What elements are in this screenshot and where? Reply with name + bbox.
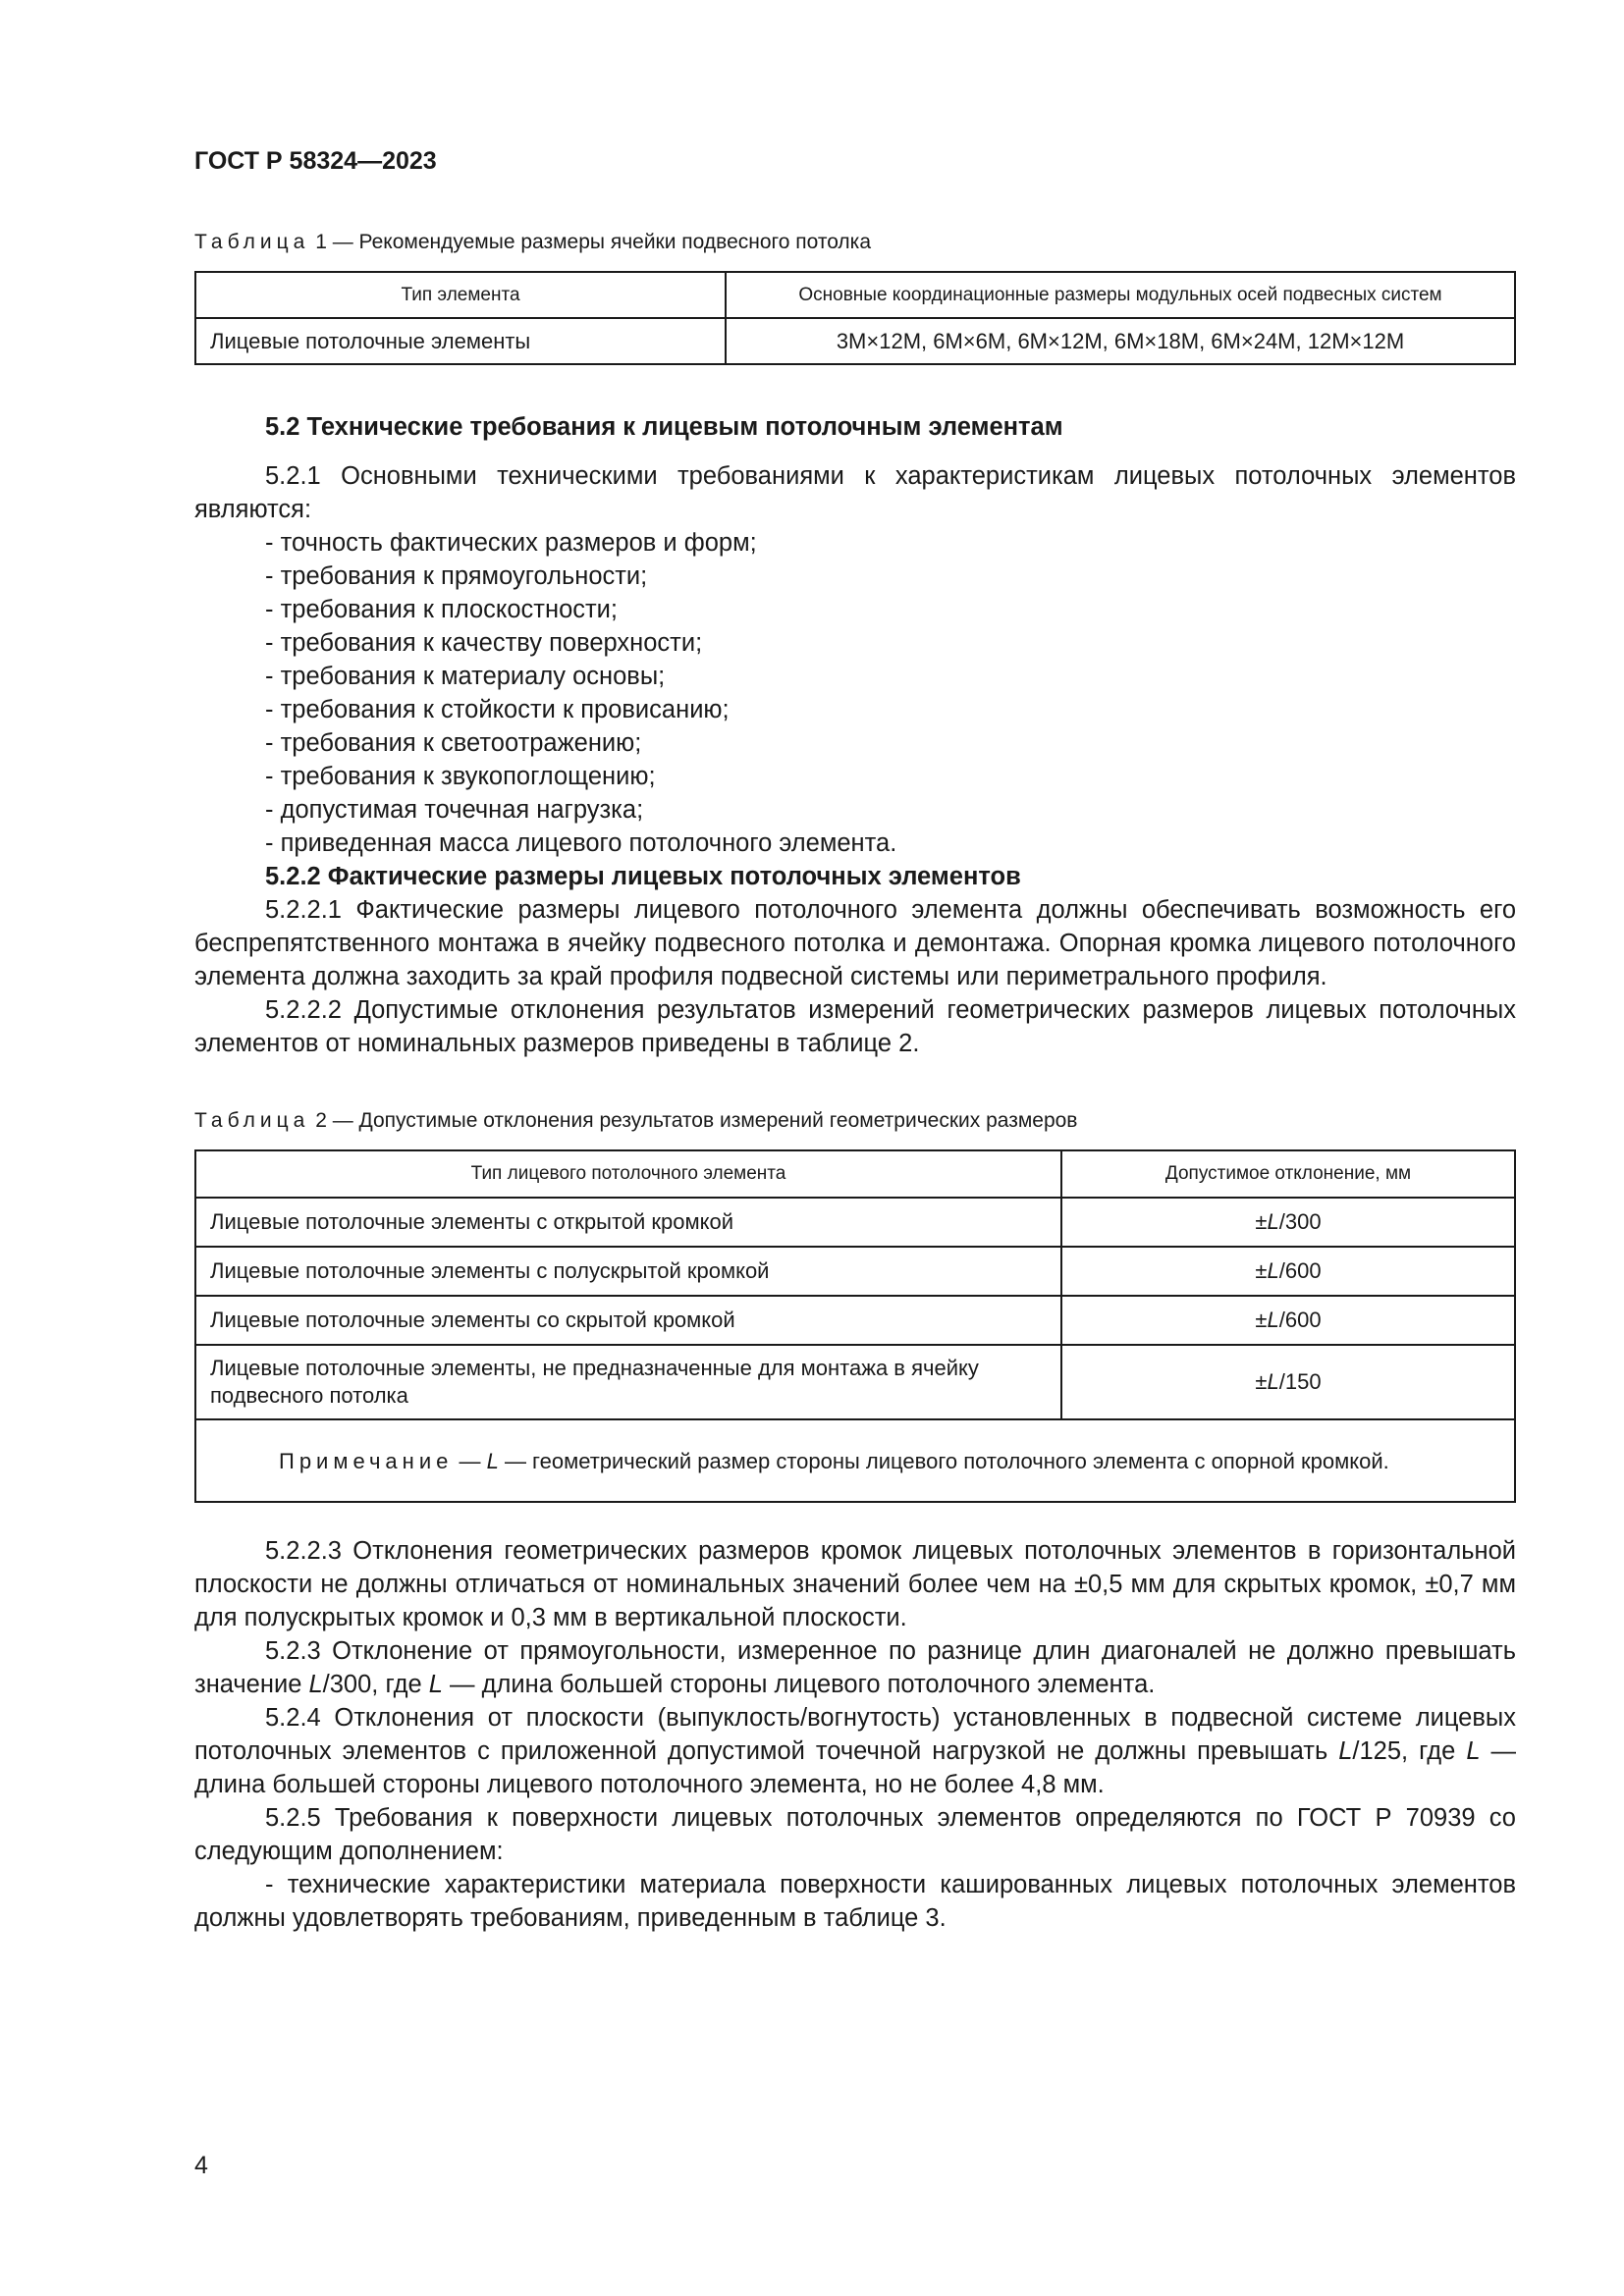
table1-sizes-cell: 3М×12М, 6М×6М, 6М×12М, 6М×18М, 6М×24М, 12М×12М [726, 318, 1515, 364]
divisor: /150 [1278, 1369, 1322, 1394]
section-5-2-2-heading: 5.2.2 Фактические размеры лицевых потолочных элементов [265, 863, 1021, 890]
table2-col1-header: Тип лицевого потолочного элемента [195, 1150, 1061, 1198]
document-id: ГОСТ Р 58324—2023 [194, 147, 437, 175]
page-number: 4 [194, 2152, 208, 2179]
table1-header-row [195, 272, 1515, 318]
table2-type-cell: Лицевые потолочные элементы с полускрытой кромкой [195, 1247, 1061, 1296]
paragraph-5-2-5-item: - технические характеристики материала поверхности кашированных лицевых потолочных элементов должны удовлетворять требованиям, приведенным в таблице 3. [194, 1871, 1516, 1932]
table2-deviation-cell [1061, 1345, 1515, 1419]
section-5-2-heading: 5.2 Технические требования к лицевым потолочным элементам [265, 413, 1063, 441]
plus-minus-sign: ± [1255, 1369, 1268, 1394]
table2-caption-text: 2 — Допустимые отклонения результатов измерений геометрических размеров [315, 1109, 1078, 1132]
section-5-2 [194, 410, 1516, 1060]
table-row [195, 1296, 1515, 1345]
table1-caption [194, 230, 871, 255]
L-symbol: L [1267, 1369, 1279, 1394]
L-symbol: L [1338, 1737, 1353, 1765]
plus-minus-sign: ± [1255, 1258, 1268, 1283]
L-symbol: L [428, 1671, 443, 1698]
paragraph-5-2-3 [194, 1634, 1516, 1701]
list-item: - точность фактических размеров и форм; [265, 529, 757, 557]
text-span: /300, где [322, 1671, 429, 1698]
L-symbol: L [1267, 1258, 1279, 1283]
L-symbol: L [1267, 1308, 1279, 1332]
table1-caption-text: 1 — Рекомендуемые размеры ячейки подвесного потолка [315, 231, 872, 253]
list-item: - требования к светоотражению; [265, 729, 642, 757]
note-text: — геометрический размер стороны лицевого потолочного элемента с опорной кромкой. [498, 1448, 1389, 1473]
note-label: Примечание [279, 1448, 454, 1473]
table1-caption-word: Таблица [194, 231, 310, 253]
table2-deviation-cell [1061, 1296, 1515, 1345]
text-span: 5.2.3 Отклонение от прямоугольности, измеренное по разнице длин диагоналей не должно превышать значение [194, 1637, 1516, 1698]
list-item: - требования к качеству поверхности; [265, 629, 703, 657]
paragraph-5-2-5: 5.2.5 Требования к поверхности лицевых потолочных элементов определяются по ГОСТ Р 70939 со следующим дополнением: [194, 1804, 1516, 1865]
table-row [195, 318, 1515, 364]
L-symbol: L [1267, 1209, 1279, 1234]
table2-type-cell: Лицевые потолочные элементы со скрытой кромкой [195, 1296, 1061, 1345]
table1-col1-header: Тип элемента [195, 272, 726, 318]
table1-type-cell: Лицевые потолочные элементы [195, 318, 726, 364]
paragraph-5-2-4 [194, 1701, 1516, 1801]
table2-deviation-cell [1061, 1247, 1515, 1296]
list-item: - требования к стойкости к провисанию; [265, 696, 730, 723]
list-item: - требования к плоскостности; [265, 596, 619, 623]
table-row [195, 1345, 1515, 1419]
table2-type-cell: Лицевые потолочные элементы с открытой кромкой [195, 1198, 1061, 1247]
table2-type-cell: Лицевые потолочные элементы, не предназначенные для монтажа в ячейку подвесного потолка [195, 1345, 1061, 1419]
plus-minus-sign: ± [1255, 1209, 1268, 1234]
requirements-list [194, 526, 1516, 860]
table2-deviation-cell [1061, 1198, 1515, 1247]
table2-note-row [195, 1419, 1515, 1502]
table2-header-row [195, 1150, 1515, 1198]
table2 [194, 1149, 1516, 1503]
list-item: - приведенная масса лицевого потолочного элемента. [265, 829, 897, 857]
text-span: — длина большей стороны лицевого потолочного элемента, но не более 4,8 мм. [194, 1737, 1516, 1798]
table2-note [195, 1419, 1515, 1502]
text-span: 5.2.4 Отклонения от плоскости (выпуклость/вогнутость) установленных в подвесной системе лицевых потолочных элементов с приложенной допустимой точечной нагрузкой не должны превышать [194, 1704, 1516, 1765]
paragraph-5-2-2-3: 5.2.2.3 Отклонения геометрических размеров кромок лицевых потолочных элементов в горизонтальной плоскости не должны отличаться от номинальных значений более чем на ±0,5 мм для скрытых кромок, ±0,7 мм для полускрытых кромок и 0,3 мм в вертикальной плоскости. [194, 1537, 1516, 1631]
note-dash: — [453, 1448, 487, 1473]
table2-caption-word: Таблица [194, 1109, 310, 1132]
text-span: — длина большей стороны лицевого потолочного элемента. [442, 1671, 1156, 1698]
paragraph-5-2-1: 5.2.1 Основными техническими требованиями к характеристикам лицевых потолочных элементов являются: [194, 462, 1516, 523]
text-span: /125, где [1352, 1737, 1467, 1765]
list-item: - требования к материалу основы; [265, 663, 666, 690]
plus-minus-sign: ± [1255, 1308, 1268, 1332]
table-row [195, 1198, 1515, 1247]
section-continuation [194, 1534, 1516, 1935]
list-item: - требования к звукопоглощению; [265, 763, 656, 790]
table2-caption [194, 1108, 1077, 1134]
table1-col2-header: Основные координационные размеры модульных осей подвесных систем [726, 272, 1515, 318]
divisor: /600 [1278, 1258, 1322, 1283]
note-L-symbol: L [486, 1448, 499, 1473]
divisor: /600 [1278, 1308, 1322, 1332]
L-symbol: L [308, 1671, 323, 1698]
paragraph-5-2-2-2: 5.2.2.2 Допустимые отклонения результатов измерений геометрических размеров лицевых потолочных элементов от номинальных размеров приведены в таблице 2. [194, 996, 1516, 1057]
divisor: /300 [1278, 1209, 1322, 1234]
table1 [194, 271, 1516, 365]
list-item: - требования к прямоугольности; [265, 562, 648, 590]
L-symbol: L [1466, 1737, 1481, 1765]
list-item: - допустимая точечная нагрузка; [265, 796, 644, 824]
table-row [195, 1247, 1515, 1296]
table2-col2-header: Допустимое отклонение, мм [1061, 1150, 1515, 1198]
paragraph-5-2-2-1: 5.2.2.1 Фактические размеры лицевого потолочного элемента должны обеспечивать возможность его беспрепятственного монтажа в ячейку подвесного потолка и демонтажа. Опорная кромка лицевого потолочного элемента должна заходить за край профиля подвесной системы или периметрального профиля. [194, 896, 1516, 990]
